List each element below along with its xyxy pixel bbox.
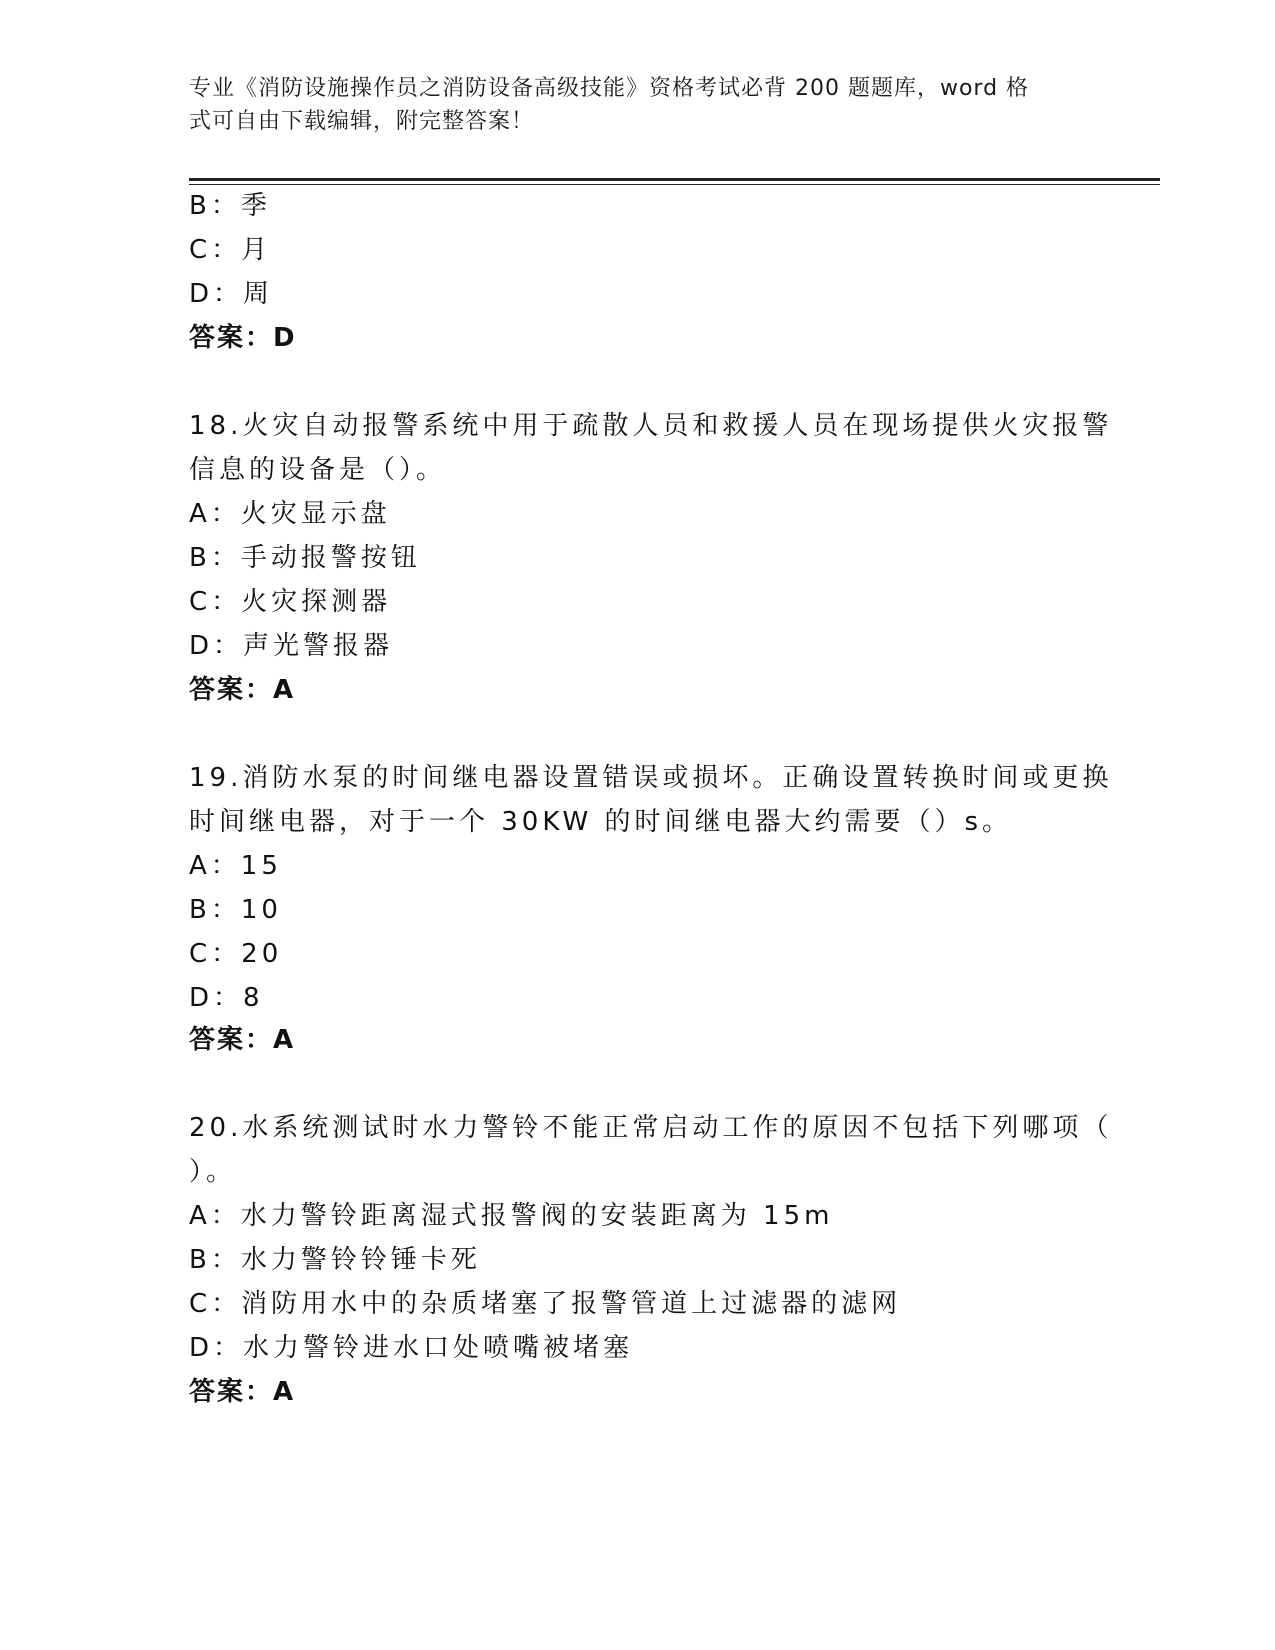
prev-option-c: C：月 bbox=[189, 235, 272, 265]
q18-stem-line-1: 18.火灾自动报警系统中用于疏散人员和救援人员在现场提供火灾报警 bbox=[189, 411, 1113, 441]
q18-option-b: B：手动报警按钮 bbox=[189, 543, 421, 573]
q20-option-a: A：水力警铃距离湿式报警阀的安装距离为 15m bbox=[189, 1201, 834, 1231]
document-header bbox=[189, 72, 1069, 138]
q20-option-c: C：消防用水中的杂质堵塞了报警管道上过滤器的滤网 bbox=[189, 1289, 902, 1319]
header-divider-thick bbox=[189, 178, 1160, 181]
prev-option-b: B：季 bbox=[189, 191, 271, 221]
q20-answer: 答案：A bbox=[189, 1377, 296, 1407]
q19-answer: 答案：A bbox=[189, 1025, 296, 1055]
q19-option-c: C：20 bbox=[189, 939, 283, 969]
header-line-2: 式可自由下载编辑，附完整答案！ bbox=[189, 109, 535, 134]
q18-stem-line-2: 信息的设备是（）。 bbox=[189, 455, 447, 485]
prev-answer: 答案：D bbox=[189, 323, 297, 353]
header-line-1: 专业《消防设施操作员之消防设备高级技能》资格考试必背 200 题题库，word 格 bbox=[189, 76, 1030, 101]
q19-option-d: D：8 bbox=[189, 983, 264, 1013]
prev-option-d: D：周 bbox=[189, 279, 274, 309]
q18-option-c: C：火灾探测器 bbox=[189, 587, 392, 617]
header-divider-thin bbox=[189, 184, 1160, 185]
q18-answer: 答案：A bbox=[189, 675, 296, 705]
q20-stem-line-2: ）。 bbox=[189, 1157, 237, 1187]
q19-stem-line-2: 时间继电器，对于一个 30KW 的时间继电器大约需要（）s。 bbox=[189, 807, 1012, 837]
q20-stem-line-1: 20.水系统测试时水力警铃不能正常启动工作的原因不包括下列哪项（ bbox=[189, 1113, 1113, 1143]
q19-option-b: B：10 bbox=[189, 895, 282, 925]
q20-option-b: B：水力警铃铃锤卡死 bbox=[189, 1245, 481, 1275]
q19-option-a: A：15 bbox=[189, 851, 282, 881]
q20-option-d: D：水力警铃进水口处喷嘴被堵塞 bbox=[189, 1333, 634, 1363]
q19-stem-line-1: 19.消防水泵的时间继电器设置错误或损坏。正确设置转换时间或更换 bbox=[189, 763, 1113, 793]
q18-option-d: D：声光警报器 bbox=[189, 631, 394, 661]
q18-option-a: A：火灾显示盘 bbox=[189, 499, 391, 529]
